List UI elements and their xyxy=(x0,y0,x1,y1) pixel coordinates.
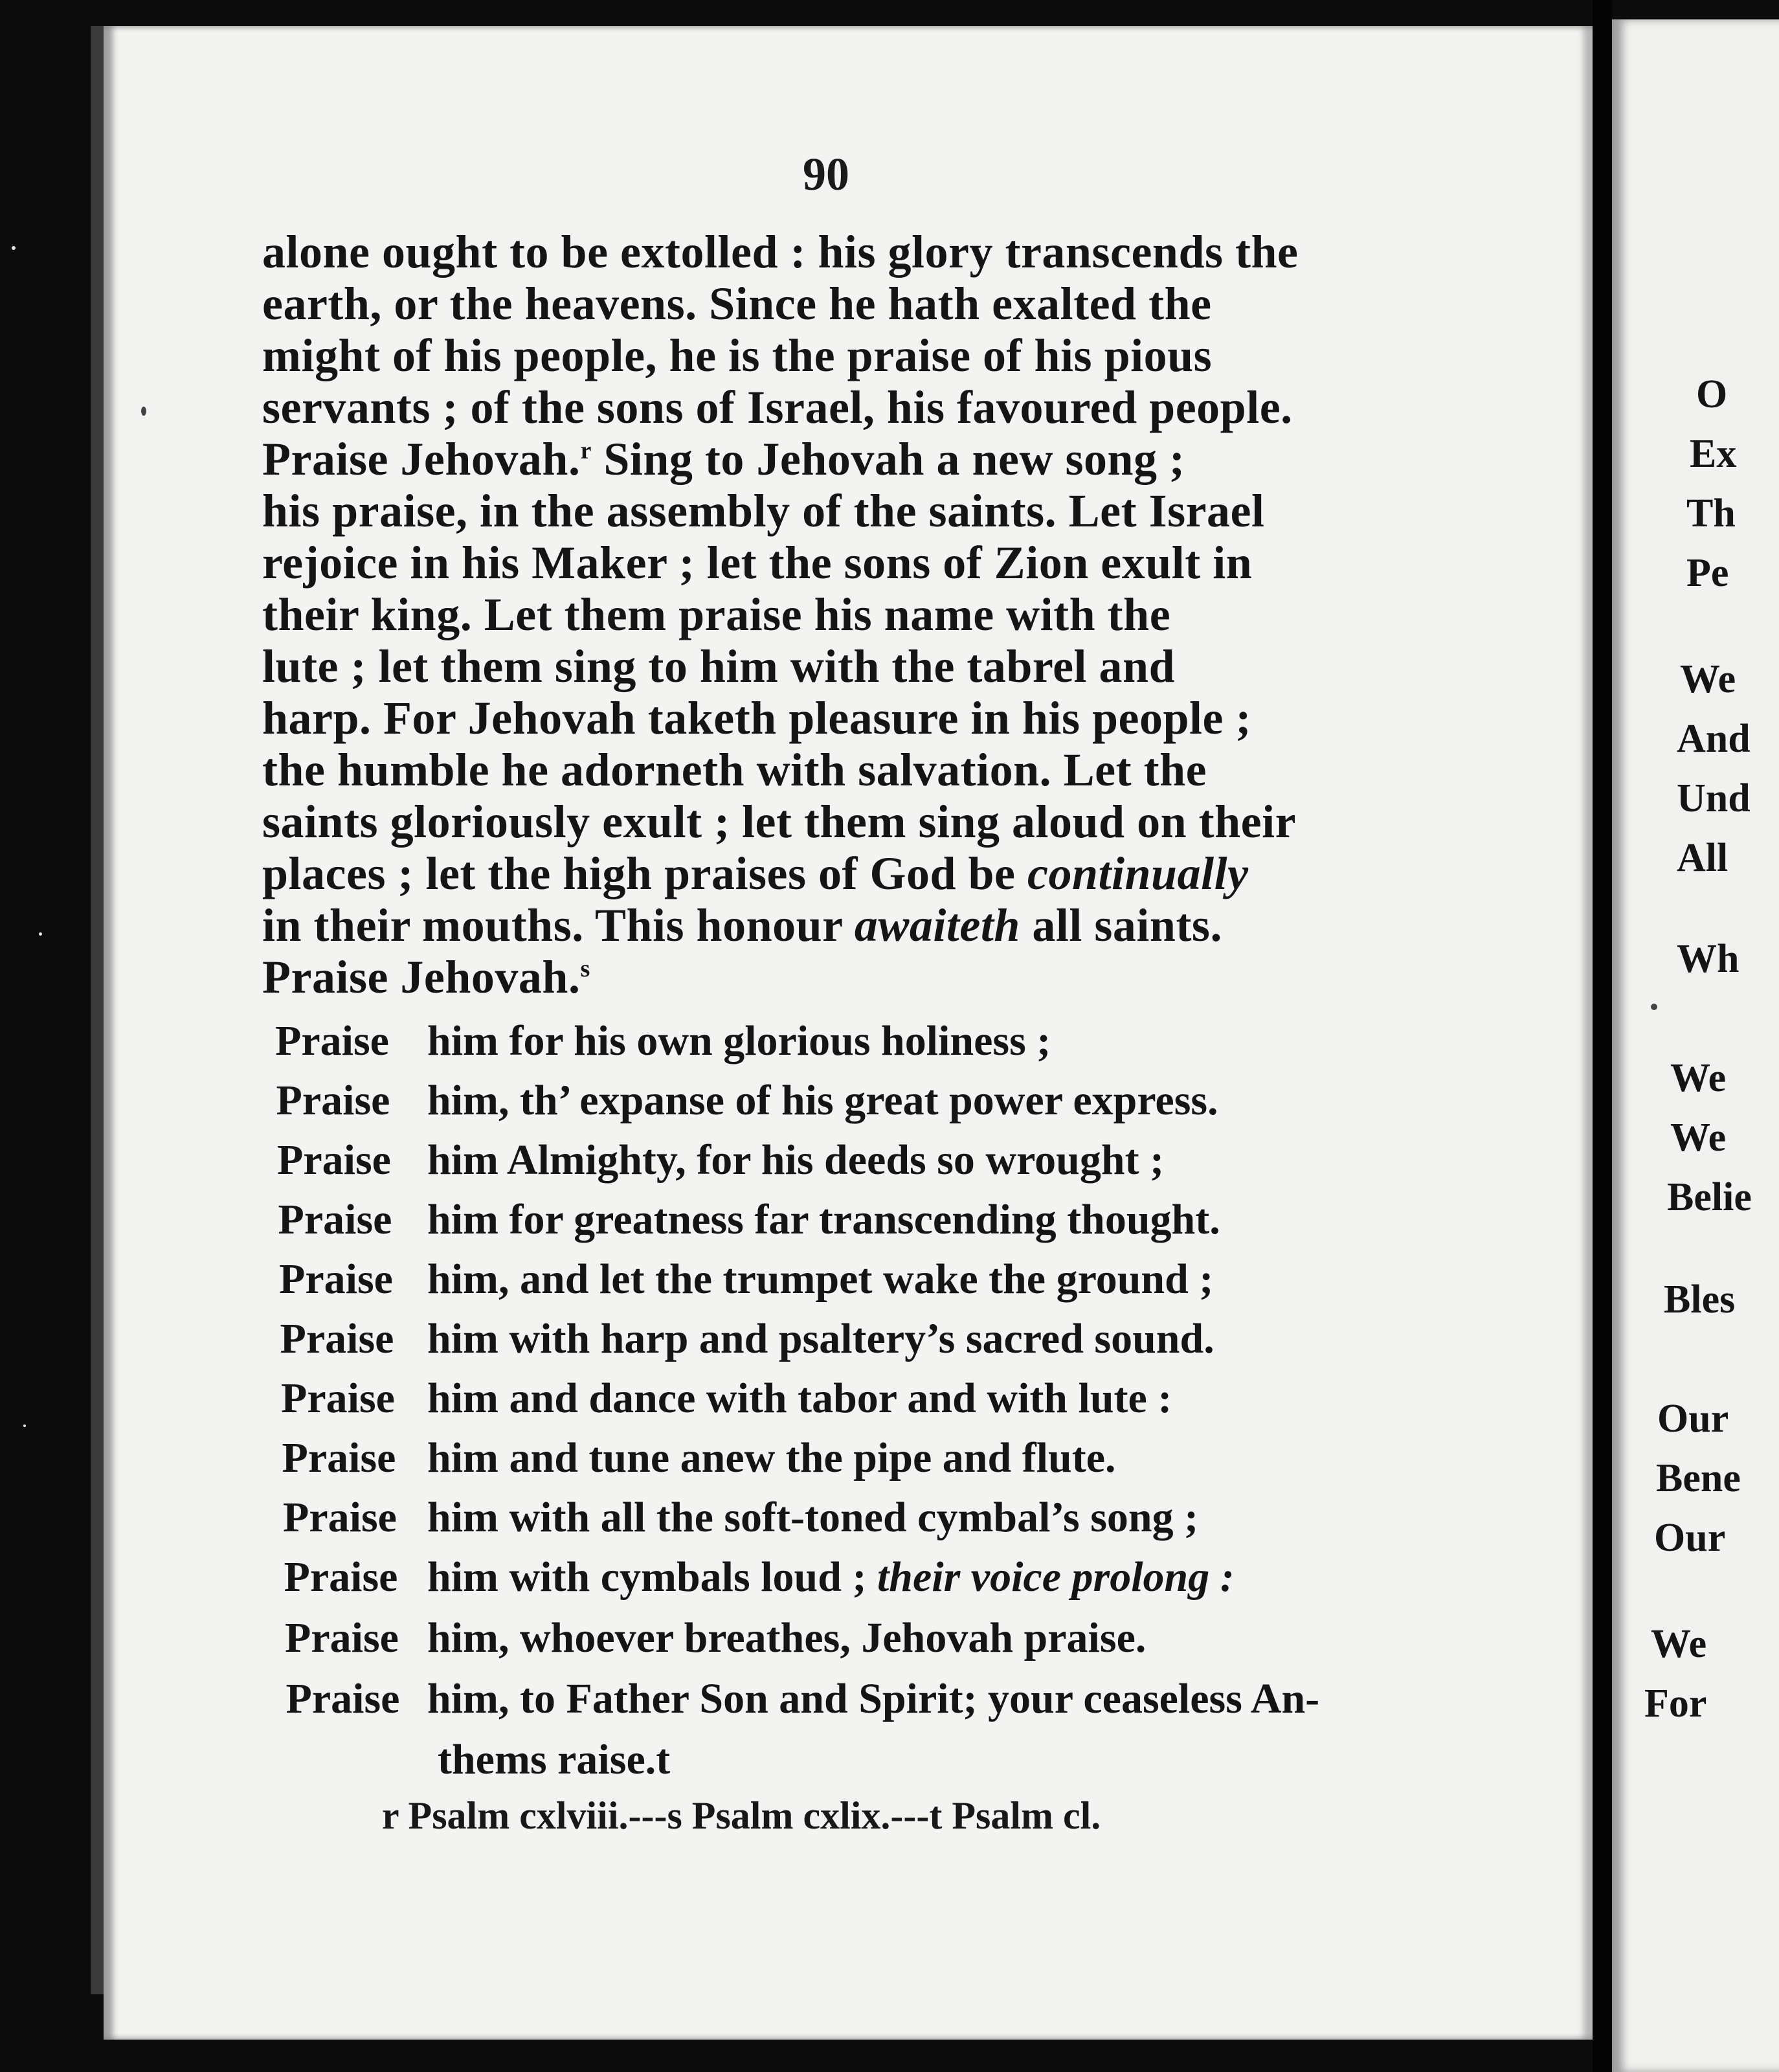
verse-line xyxy=(427,1434,1116,1483)
prose-line: servants ; of the sons of Israel, his favoured people. xyxy=(262,381,1293,433)
verse-lead-word: Praise xyxy=(285,1614,399,1661)
prose-line: rejoice in his Maker ; let the sons of Zion exult in xyxy=(262,537,1253,589)
verse-lead-word: Praise xyxy=(276,1077,390,1124)
scan-speck xyxy=(23,1424,26,1427)
prose-line: lute ; let them sing to him with the tabrel and xyxy=(262,640,1176,692)
verse-line xyxy=(427,1076,1218,1125)
facing-page-fragment: We xyxy=(1670,1116,1727,1160)
footnote-marker: r xyxy=(580,437,592,464)
prose-text: Praise Jehovah. xyxy=(262,433,581,485)
facing-page-fragment: All xyxy=(1677,836,1729,880)
verse-text: him, and let the trumpet wake the ground ; xyxy=(427,1256,1214,1303)
prose-line: his praise, in the assembly of the saints. Let Israel xyxy=(262,485,1265,537)
prose-line xyxy=(262,951,590,1004)
prose-text: places ; let the high praises of God be xyxy=(262,848,1027,899)
book-page-right xyxy=(1612,19,1779,2072)
scan-speck xyxy=(141,407,146,416)
verse-line xyxy=(427,1017,1051,1066)
verse-lead-word: Praise xyxy=(275,1017,389,1064)
facing-page-fragment: O xyxy=(1696,372,1728,416)
prose-line: saints gloriously exult ; let them sing aloud on their xyxy=(262,796,1297,848)
prose-line: earth, or the heavens. Since he hath exalted the xyxy=(262,278,1212,330)
prose-text: in their mouths. This honour xyxy=(262,899,855,951)
verse-line xyxy=(427,1195,1220,1244)
verse-continuation: thems raise.t xyxy=(438,1736,671,1783)
verse-lead-word: Praise xyxy=(282,1434,396,1481)
facing-page-fragment: And xyxy=(1677,717,1751,761)
facing-page-fragment: Bles xyxy=(1664,1278,1736,1322)
verse-lead-word: Praise xyxy=(285,1675,400,1722)
facing-page-fragment: Und xyxy=(1677,776,1751,820)
verse-line xyxy=(427,1614,1146,1663)
footnote-marker: s xyxy=(580,955,590,982)
verse-lead-word: Praise xyxy=(281,1375,395,1422)
facing-page-fragment: Our xyxy=(1654,1516,1726,1560)
verse-line xyxy=(427,1493,1198,1542)
verse-text: him with all the soft-toned cymbal’s song ; xyxy=(427,1494,1199,1541)
facing-page-fragment: We xyxy=(1670,1056,1727,1100)
prose-line: alone ought to be extolled : his glory transcends the xyxy=(262,226,1299,278)
verse-text: him with cymbals loud ; xyxy=(427,1553,877,1601)
book-gutter xyxy=(1593,0,1612,2072)
verse-text: him for greatness far transcending thought. xyxy=(427,1196,1220,1243)
verse-lead-word: Praise xyxy=(284,1553,398,1601)
verse-text: him and dance with tabor and with lute : xyxy=(427,1375,1172,1422)
verse-lead-word: Praise xyxy=(279,1256,393,1303)
page-number: 90 xyxy=(803,148,849,200)
verse-text: him and tune anew the pipe and flute. xyxy=(427,1434,1116,1481)
scan-speck xyxy=(12,246,16,250)
prose-line: their king. Let them praise his name with the xyxy=(262,589,1171,640)
verse-lead-word: Praise xyxy=(283,1494,397,1541)
facing-page-fragment: Pe xyxy=(1686,551,1729,595)
verse-line xyxy=(427,1553,1235,1602)
prose-line xyxy=(262,433,1185,486)
prose-line: harp. For Jehovah taketh pleasure in his people ; xyxy=(262,692,1251,744)
scan-speck xyxy=(1651,1004,1657,1010)
verse-text: him, th’ expanse of his great power express. xyxy=(427,1077,1218,1124)
facing-page-fragment: For xyxy=(1644,1682,1707,1726)
verse-text: him, whoever breathes, Jehovah praise. xyxy=(427,1614,1147,1661)
facing-page-fragment: Wh xyxy=(1677,937,1740,981)
verse-lead-word: Praise xyxy=(277,1136,391,1184)
prose-line: might of his people, he is the praise of his pious xyxy=(262,330,1213,381)
verse-line xyxy=(427,1674,1319,1724)
italic-phrase: their voice prolong : xyxy=(877,1553,1235,1601)
facing-page-fragment: Bene xyxy=(1656,1456,1741,1500)
facing-page-fragment: Ex xyxy=(1690,432,1737,476)
italic-word: awaiteth xyxy=(854,899,1020,951)
facing-page-fragment: Th xyxy=(1686,491,1736,535)
verse-text: him Almighty, for his deeds so wrought ; xyxy=(427,1136,1165,1184)
facing-page-fragment: Our xyxy=(1657,1397,1729,1441)
prose-text: Sing to Jehovah a new song ; xyxy=(591,433,1185,485)
scan-speck xyxy=(39,932,42,936)
verse-text: him with harp and psaltery’s sacred sound. xyxy=(427,1315,1214,1362)
prose-line xyxy=(262,899,1222,952)
verse-text: him, to Father Son and Spirit; your ceaseless An- xyxy=(427,1675,1320,1722)
prose-line xyxy=(262,847,1249,901)
footnote: r Psalm cxlviii.---s Psalm cxlix.---t Psalm cl. xyxy=(382,1794,1101,1837)
facing-page-fragment: We xyxy=(1680,657,1736,701)
facing-page-fragment: We xyxy=(1651,1622,1707,1666)
facing-page-fragment: Belie xyxy=(1667,1175,1752,1219)
verse-line xyxy=(427,1255,1213,1304)
verse-line xyxy=(427,1314,1214,1364)
verse-line xyxy=(427,1136,1164,1185)
verse-lead-word: Praise xyxy=(278,1196,392,1243)
prose-text: all saints. xyxy=(1020,899,1222,951)
verse-lead-word: Praise xyxy=(280,1315,394,1362)
verse-text: him for his own glorious holiness ; xyxy=(427,1017,1051,1064)
verse-line xyxy=(427,1374,1172,1423)
italic-word: continually xyxy=(1027,848,1249,899)
prose-line: the humble he adorneth with salvation. Let the xyxy=(262,744,1207,796)
prose-text: Praise Jehovah. xyxy=(262,951,581,1003)
